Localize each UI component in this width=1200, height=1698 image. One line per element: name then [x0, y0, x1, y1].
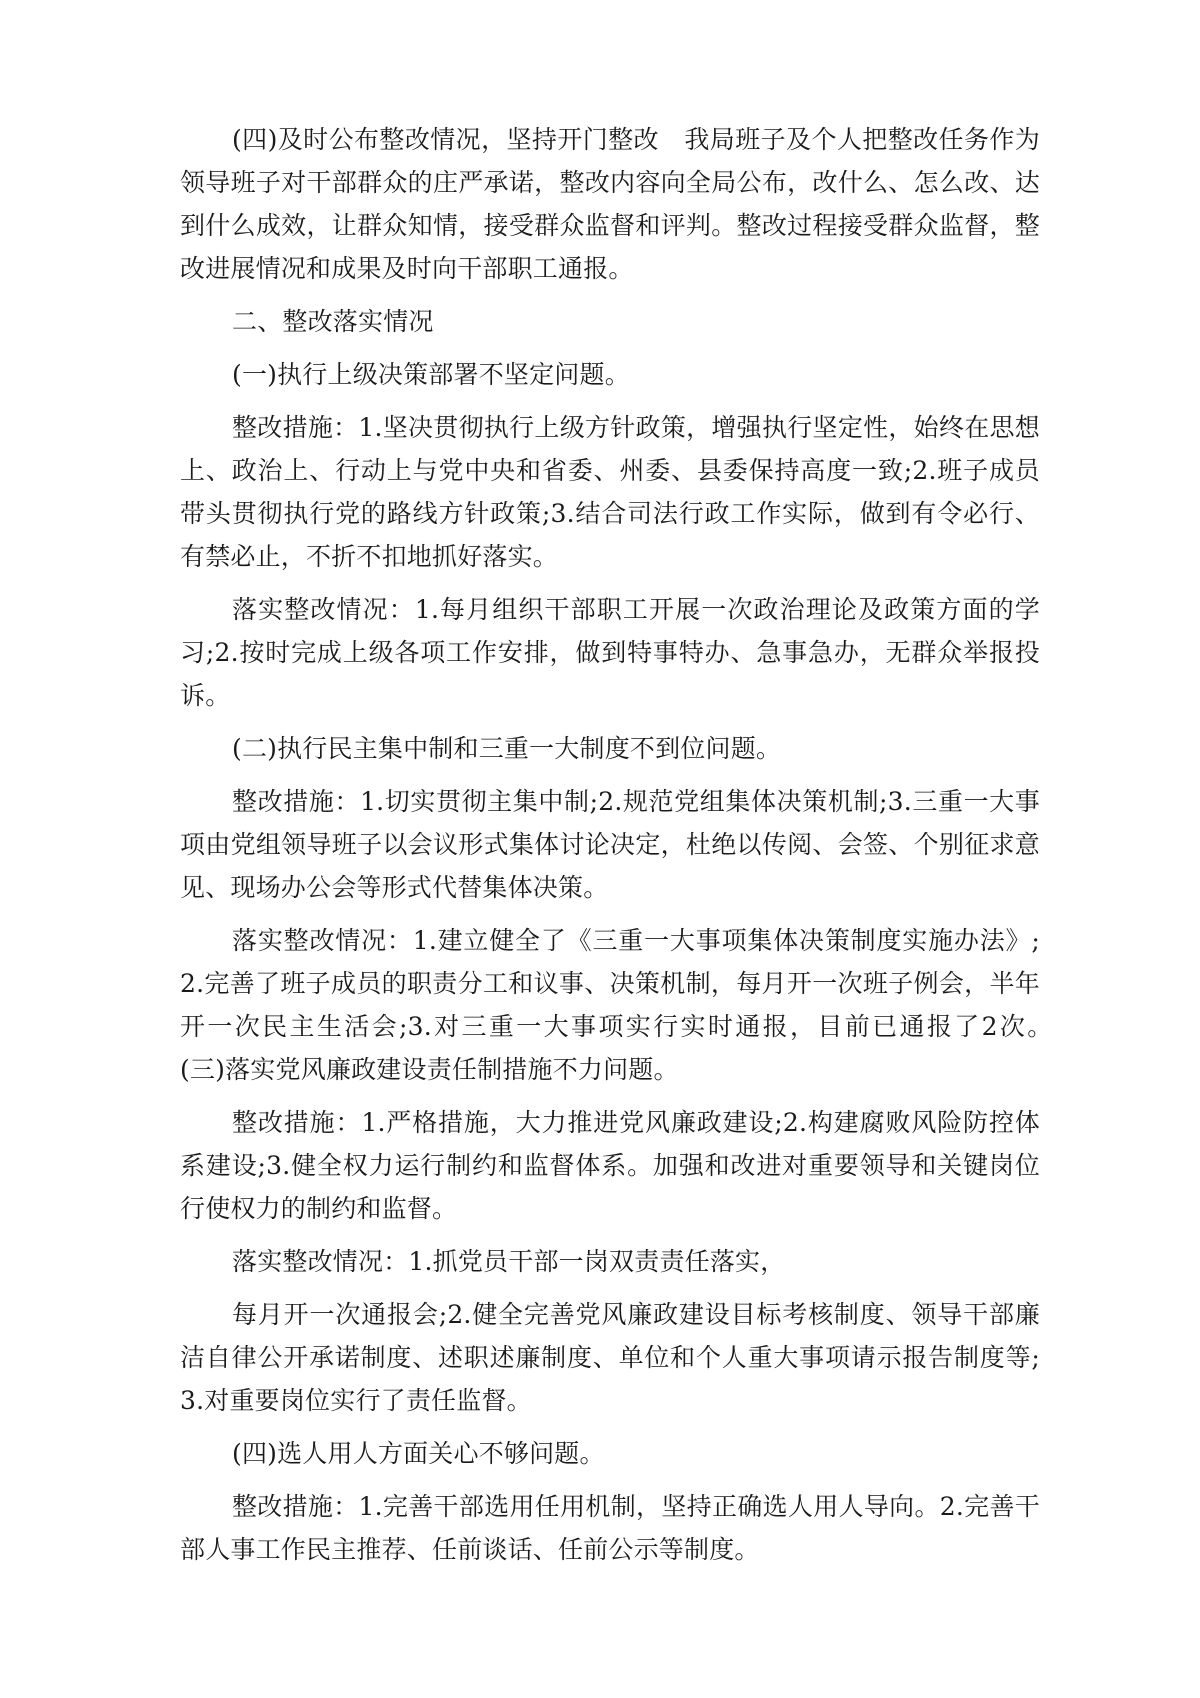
paragraph-measures-1: 整改措施：1.坚决贯彻执行上级方针政策，增强执行坚定性，始终在思想上、政治上、行动上与党中央和省委、州委、县委保持高度一致;2.班子成员带头贯彻执行党的路线方针政策;3.结合司法行政工作实际，做到有令必行、有禁必止，不折不扣地抓好落实。	[180, 413, 1040, 571]
paragraph-results-3a: 落实整改情况：1.抓党员干部一岗双责责任落实，	[232, 1247, 786, 1276]
subheading-issue-4: (四)选人用人方面关心不够问题。	[232, 1439, 605, 1468]
paragraph-measures-4: 整改措施：1.完善干部选用任用机制，坚持正确选人用人导向。2.完善干部人事工作民主推荐、任前谈话、任前公示等制度。	[180, 1492, 1040, 1564]
paragraph-measures-3: 整改措施：1.严格措施，大力推进党风廉政建设;2.构建腐败风险防控体系建设;3.健全权力运行制约和监督体系。加强和改进对重要领导和关键岗位行使权力的制约和监督。	[180, 1108, 1040, 1223]
section-heading-implementation: 二、整改落实情况	[232, 307, 434, 336]
subheading-issue-2: (二)执行民主集中制和三重一大制度不到位问题。	[232, 734, 782, 763]
paragraph-results-2: 落实整改情况：1.建立健全了《三重一大事项集体决策制度实施办法》;2.完善了班子成员的职责分工和议事、决策机制，每月开一次班子例会，半年开一次民主生活会;3.对三重一大事项实行实时通报，目前已通报了2次。 (三)落实党风廉政建设责任制措施不力问题。	[180, 926, 1066, 1084]
paragraph-disclosure: (四)及时公布整改情况，坚持开门整改 我局班子及个人把整改任务作为领导班子对干部群众的庄严承诺，整改内容向全局公布，改什么、怎么改、达到什么成效，让群众知情，接受群众监督和评判。整改过程接受群众监督，整改进展情况和成果及时向干部职工通报。	[180, 125, 1040, 283]
subheading-issue-1: (一)执行上级决策部署不坚定问题。	[232, 360, 630, 389]
paragraph-results-3b: 每月开一次通报会;2.健全完善党风廉政建设目标考核制度、领导干部廉洁自律公开承诺制度、述职述廉制度、单位和个人重大事项请示报告制度等;3.对重要岗位实行了责任监督。	[180, 1300, 1040, 1415]
paragraph-results-1: 落实整改情况：1.每月组织干部职工开展一次政治理论及政策方面的学习;2.按时完成上级各项工作安排，做到特事特办、急事急办，无群众举报投诉。	[180, 595, 1040, 710]
paragraph-measures-2: 整改措施：1.切实贯彻主集中制;2.规范党组集体决策机制;3.三重一大事项由党组领导班子以会议形式集体讨论决定，杜绝以传阅、会签、个别征求意见、现场办公会等形式代替集体决策。	[180, 787, 1040, 902]
document-body	[180, 118, 1066, 1581]
